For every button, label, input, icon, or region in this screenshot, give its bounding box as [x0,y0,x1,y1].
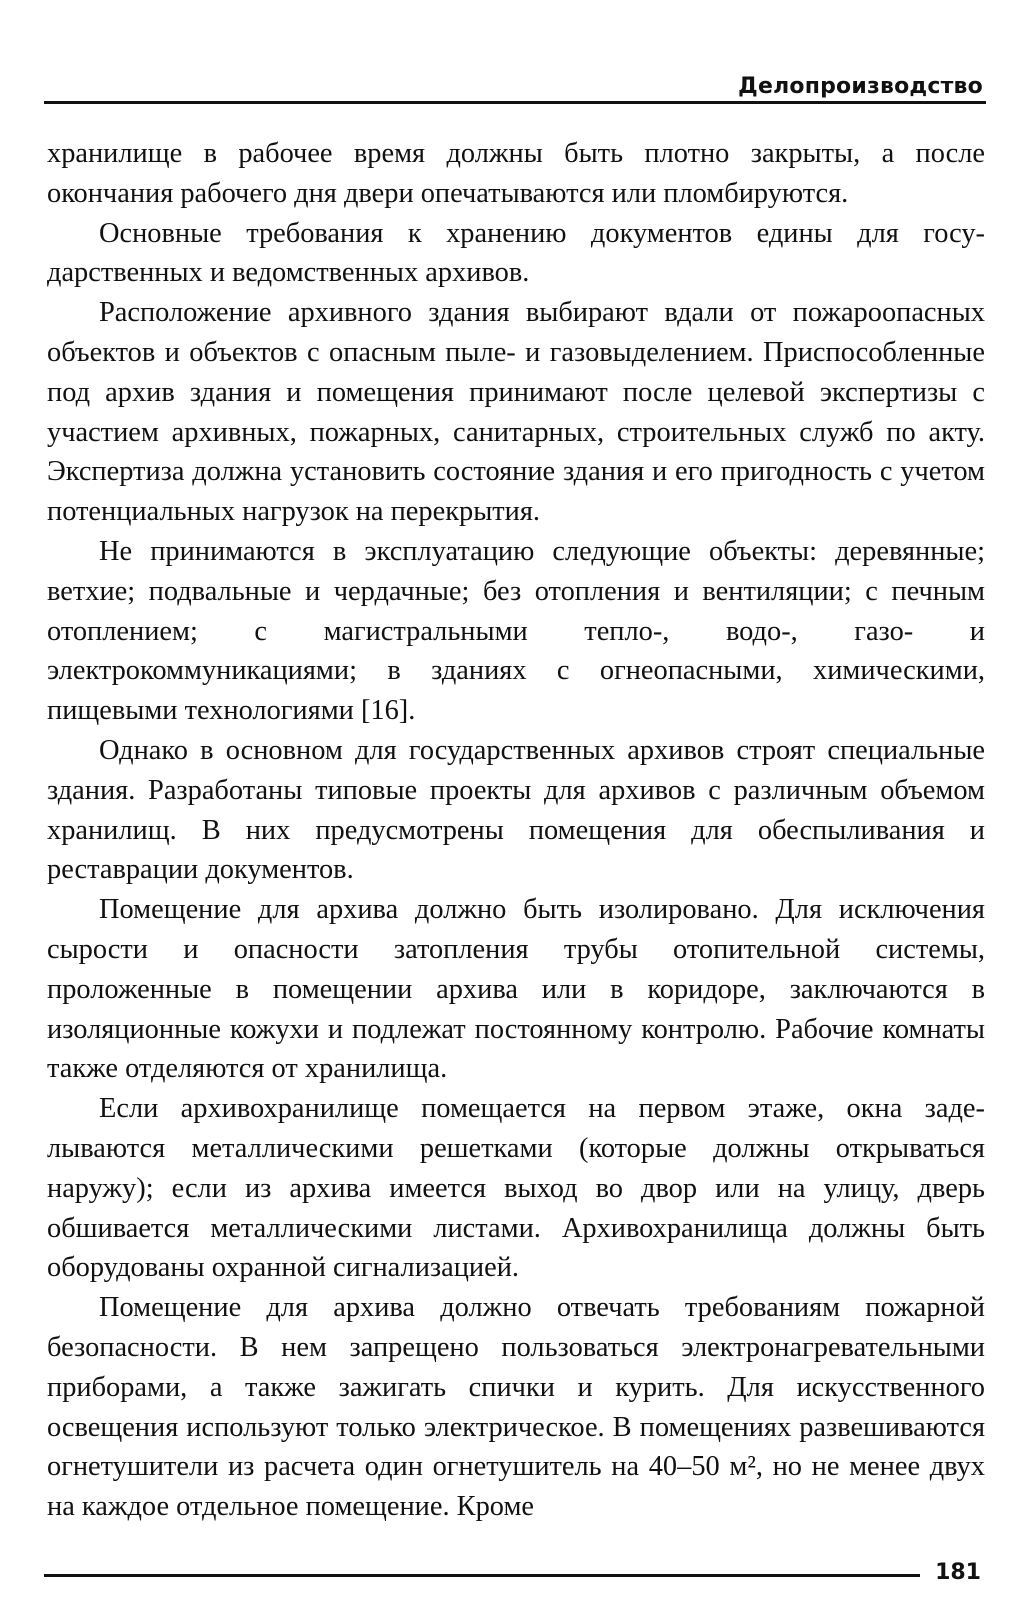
page-number: 181 [935,1560,981,1585]
paragraph: Помещение для архива должно быть изолировано. Для исключения сырости и опасности затопления трубы отопительной системы, проложенные в помещении архива или в коридоре, заключаются в изоляционные кожухи и подлежат постоянному контролю. Рабочие комнаты также отделяются от хранилища. [47,894,985,1085]
paragraph-continuation: хранилище в рабочее время должны быть плотно закрыты, а после окончания рабочего дня двери опечатываются или пломбируются. [47,138,985,209]
paragraph: Расположение архивного здания выбирают вдали от пожароопасных объектов и объектов с опасным пыле- и газовыделением. Приспособленные под архив здания и помещения принимают после целевой экспертизы с участием архивных, пожарных, санитарных, строительных служб по акту. Экспертиза должна установить состояние здания и его пригодность с учетом потенциальных нагрузок на перекрытия. [47,297,985,528]
page-body [47,134,985,1527]
paragraph: Основные требования к хранению документов едины для государственных и ведомственных архивов. [47,217,985,289]
paragraph: Не принимаются в эксплуатацию следующие объекты: деревянные; ветхие; подвальные и чердачные; без отопления и вентиляции; с печным отоплением; с магистральными тепло-, водо-, газо- и электрокоммуникациями; в зданиях с огнеопасными, химическими, пищевыми технологиями [16]. [47,535,985,727]
paragraph: Помещение для архива должно отвечать требованиям пожарной безопасности. В нем запрещено пользоваться электронагревательными приборами, а также зажигать спички и курить. Для искусственного освещения используют только электрическое. В помещениях развешиваются огнетушители из расчета один огнетушитель на 40–50 м², но не менее двух на каждое отдельное помещение. Кроме [47,1292,985,1523]
paragraph: Если архивохранилище помещается на первом этаже, окна заделываются металлическими решетками (которые должны открываться наружу); если из архива имеется выход во двор или на улицу, дверь обшивается металлическими листами. Архивохранилища должны быть оборудованы охранной сигнализацией. [47,1093,985,1284]
running-header-title: Делопроизводство [738,74,983,99]
header-rule [44,101,986,104]
footer-rule [44,1574,920,1577]
paragraph: Однако в основном для государственных архивов строят специальные здания. Разработаны типовые проекты для архивов с различным объемом хранилищ. В них предусмотрены помещения для обеспыливания и реставрации документов. [47,734,985,886]
